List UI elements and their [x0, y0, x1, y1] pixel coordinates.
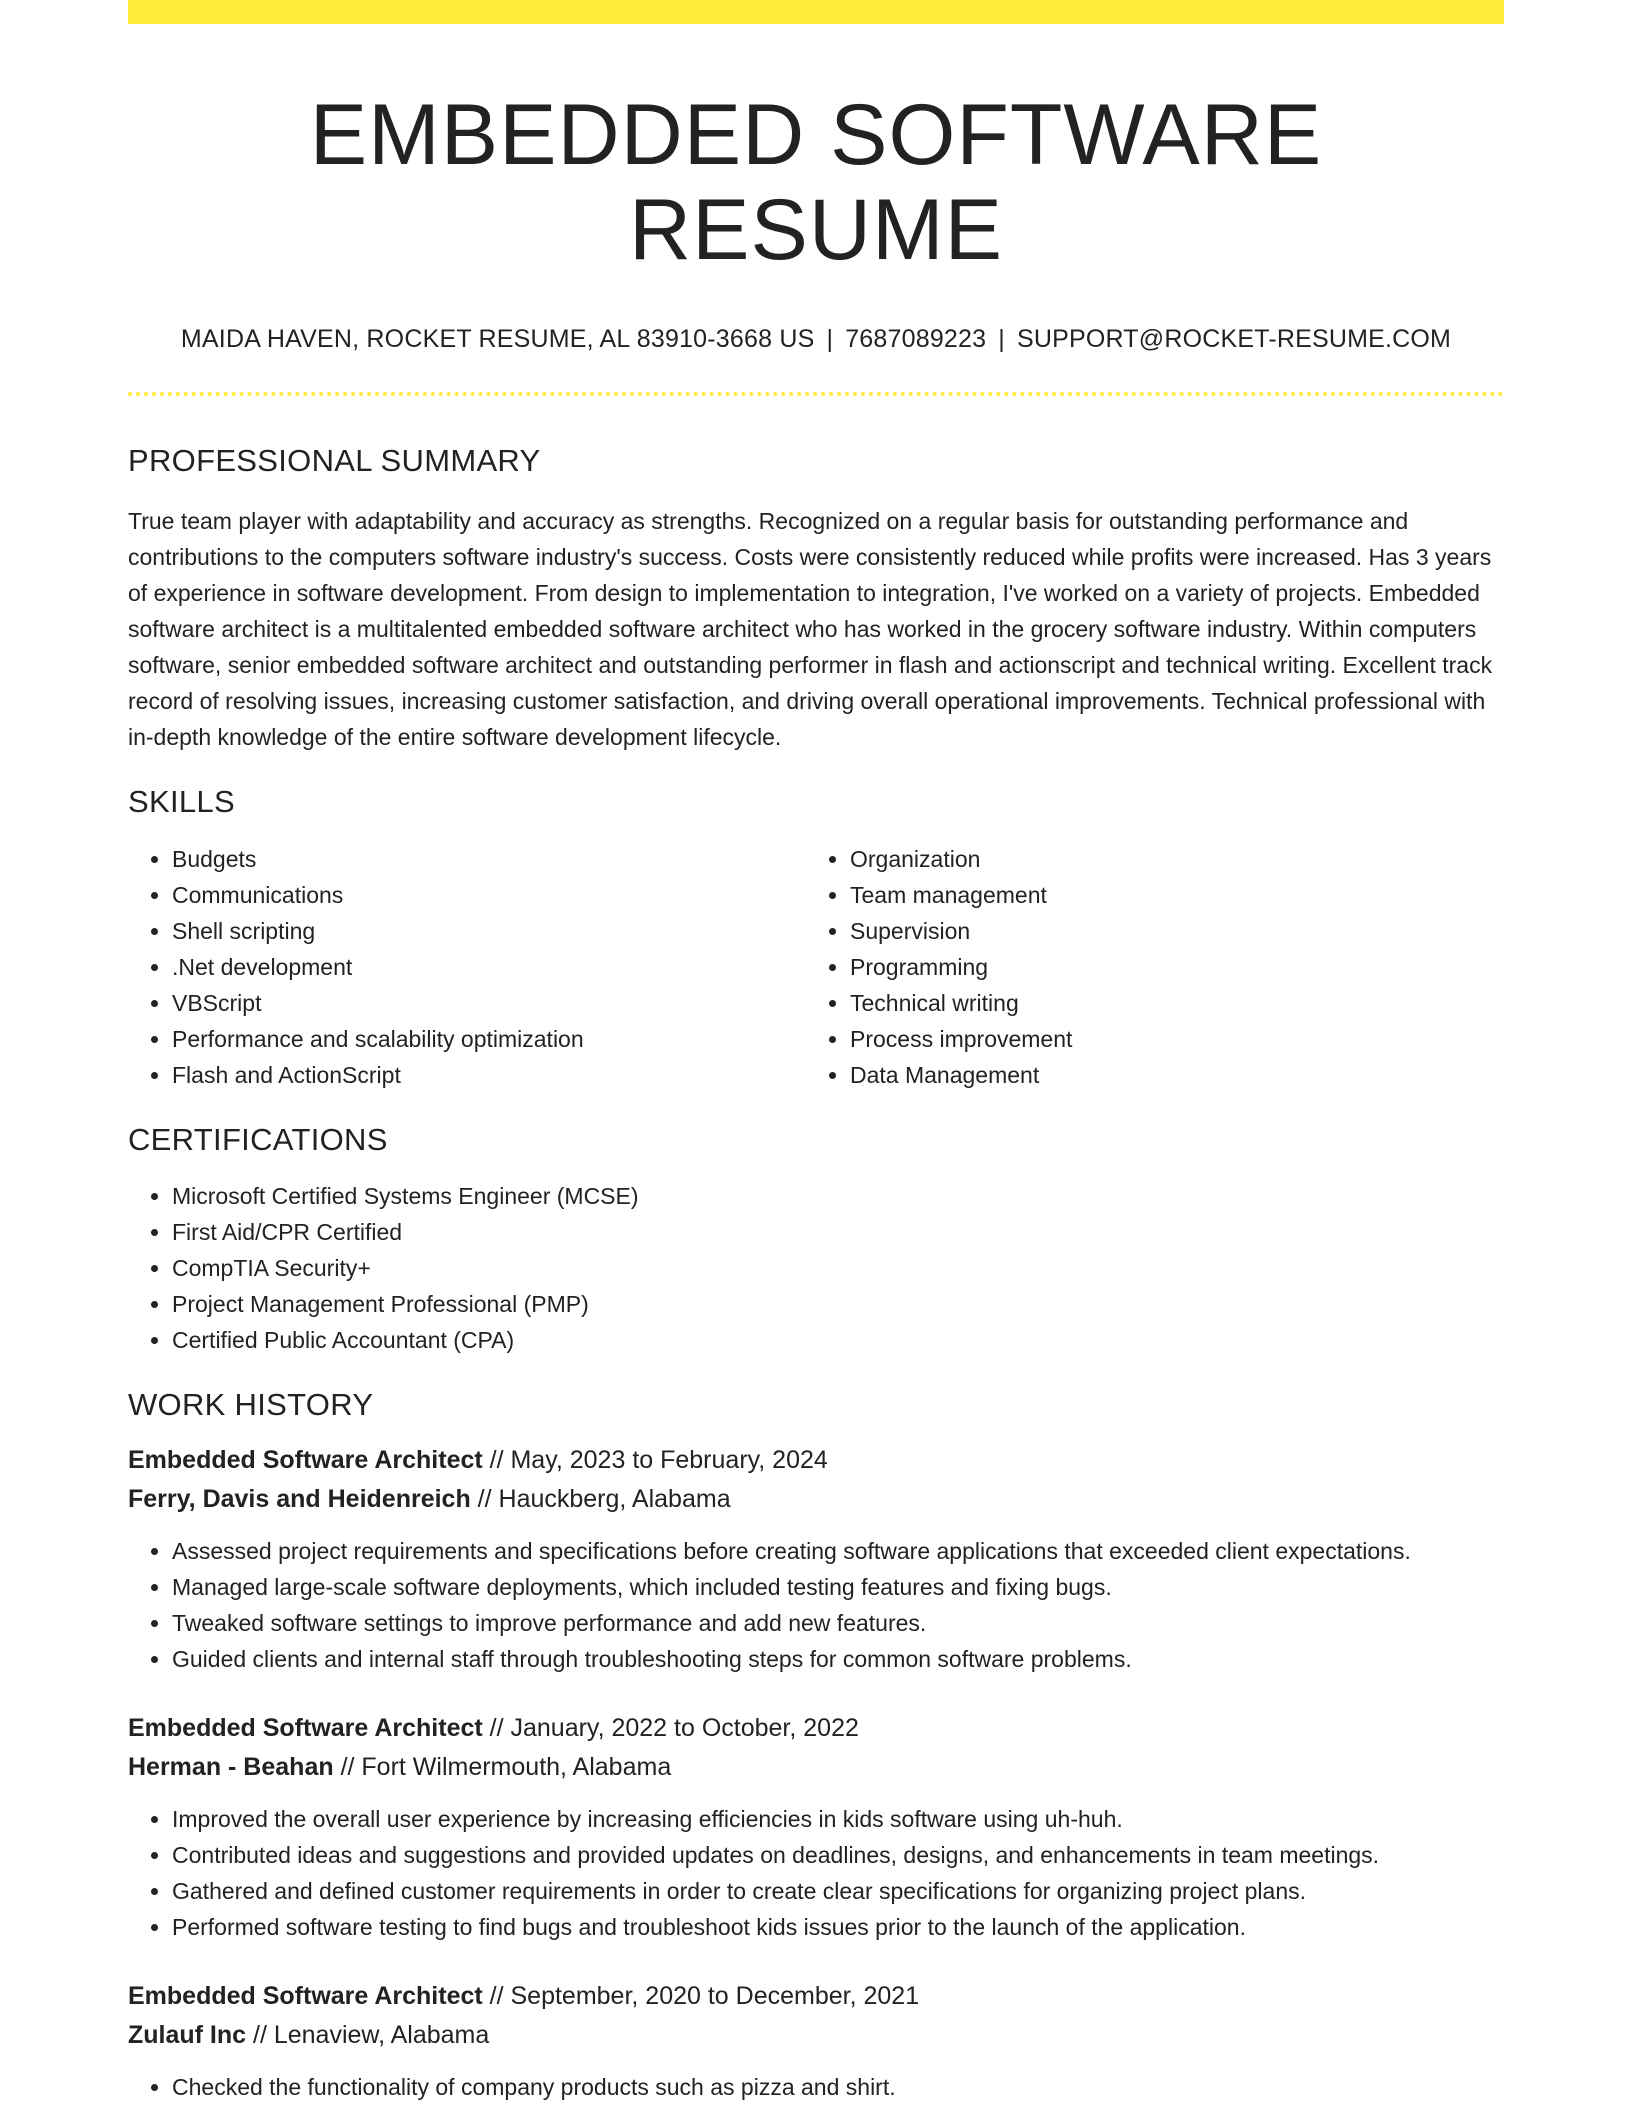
contact-separator: |: [826, 325, 834, 354]
job-bullet: • Checked the functionality of company products such as pizza and shirt.: [172, 2069, 1504, 2105]
skill-item: • Technical writing: [850, 985, 1484, 1021]
job-bullet: • Managed large-scale software deployments, which included testing features and fixing bugs.: [172, 1569, 1504, 1605]
contact-line: [128, 325, 1504, 354]
resume-content: [128, 0, 1504, 2105]
accent-top-bar: [128, 0, 1504, 24]
contact-phone: 7687089223: [845, 325, 987, 354]
skill-item: • Shell scripting: [172, 913, 806, 949]
job-dates: // January, 2022 to October, 2022: [482, 1713, 859, 1742]
skill-item: • Data Management: [850, 1057, 1484, 1093]
job-location: // Lenaview, Alabama: [246, 2020, 490, 2049]
job-company-line: [128, 1480, 1504, 1519]
skill-item: • Flash and ActionScript: [172, 1057, 806, 1093]
job-company-line: [128, 2016, 1504, 2055]
job-dates: // May, 2023 to February, 2024: [482, 1445, 828, 1474]
job-entry: [128, 1441, 1504, 1677]
dotted-divider: [128, 392, 1504, 396]
skills-list-left: [128, 841, 806, 1093]
skill-item: • Programming: [850, 949, 1484, 985]
certifications-list: [128, 1178, 1504, 1358]
job-title-line: [128, 1441, 1504, 1480]
certification-item: • Certified Public Accountant (CPA): [172, 1322, 1504, 1358]
job-bullet: • Assessed project requirements and specifications before creating software applications that exceeded client expectations.: [172, 1533, 1504, 1569]
skill-item: • .Net development: [172, 949, 806, 985]
certification-item: • First Aid/CPR Certified: [172, 1214, 1504, 1250]
skills-grid: [128, 841, 1504, 1093]
skill-item: • Organization: [850, 841, 1484, 877]
skill-item: • Supervision: [850, 913, 1484, 949]
page-title: EMBEDDED SOFTWARE RESUME: [309, 87, 1323, 278]
job-bullets: [128, 2069, 1504, 2105]
job-company-line: [128, 1748, 1504, 1787]
job-title: Embedded Software Architect: [128, 1713, 483, 1742]
job-title-line: [128, 1977, 1504, 2016]
skill-item: • Team management: [850, 877, 1484, 913]
skill-item: • Budgets: [172, 841, 806, 877]
job-entry: [128, 1977, 1504, 2105]
job-company: Ferry, Davis and Heidenreich: [128, 1484, 471, 1513]
certifications-heading: CERTIFICATIONS: [128, 1121, 388, 1157]
skills-heading: SKILLS: [128, 784, 235, 820]
job-company: Zulauf Inc: [128, 2020, 247, 2049]
contact-email: SUPPORT@ROCKET-RESUME.COM: [1016, 325, 1452, 354]
skill-item: • Process improvement: [850, 1021, 1484, 1057]
job-title: Embedded Software Architect: [128, 1445, 483, 1474]
certification-item: • CompTIA Security+: [172, 1250, 1504, 1286]
skills-list-right: [806, 841, 1484, 1093]
certification-item: • Project Management Professional (PMP): [172, 1286, 1504, 1322]
job-bullets: [128, 1533, 1504, 1677]
job-bullet: • Improved the overall user experience by increasing efficiencies in kids software using uh-huh.: [172, 1801, 1504, 1837]
job-title-line: [128, 1709, 1504, 1748]
job-entry: [128, 1709, 1504, 1945]
job-location: // Fort Wilmermouth, Alabama: [333, 1752, 672, 1781]
skill-item: • Communications: [172, 877, 806, 913]
skill-item: • VBScript: [172, 985, 806, 1021]
job-bullet: • Guided clients and internal staff through troubleshooting steps for common software problems.: [172, 1641, 1504, 1677]
job-company: Herman - Beahan: [128, 1752, 334, 1781]
job-bullet: • Gathered and defined customer requirements in order to create clear specifications for organizing project plans.: [172, 1873, 1504, 1909]
job-location: // Hauckberg, Alabama: [470, 1484, 731, 1513]
job-dates: // September, 2020 to December, 2021: [482, 1981, 920, 2010]
summary-heading: PROFESSIONAL SUMMARY: [128, 443, 541, 479]
certification-item: • Microsoft Certified Systems Engineer (MCSE): [172, 1178, 1504, 1214]
job-bullets: [128, 1801, 1504, 1945]
job-bullet: • Tweaked software settings to improve performance and add new features.: [172, 1605, 1504, 1641]
work-history-heading: WORK HISTORY: [128, 1386, 374, 1422]
job-bullet: • Contributed ideas and suggestions and provided updates on deadlines, designs, and enhancements in team meetings.: [172, 1837, 1504, 1873]
job-bullet: • Performed software testing to find bugs and troubleshoot kids issues prior to the launch of the application.: [172, 1909, 1504, 1945]
skill-item: • Performance and scalability optimization: [172, 1021, 806, 1057]
job-title: Embedded Software Architect: [128, 1981, 483, 2010]
summary-text: True team player with adaptability and accuracy as strengths. Recognized on a regular basis for outstanding performance and contributions to the computers software industry's success. Costs were consistently reduced while profits were increased. Has 3 years of experience in software development. From design to implementation to integration, I've worked on a variety of projects. Embedded software architect is a multitalented embedded software architect who has worked in the grocery software industry. Within computers software, senior embedded software architect and outstanding performer in flash and actionscript and technical writing. Excellent track record of resolving issues, increasing customer satisfaction, and driving overall operational improvements. Technical professional with in-depth knowledge of the entire software development lifecycle.: [128, 508, 1493, 751]
contact-separator: |: [998, 325, 1005, 354]
contact-address: MAIDA HAVEN, ROCKET RESUME, AL 83910-3668 US: [180, 325, 815, 354]
